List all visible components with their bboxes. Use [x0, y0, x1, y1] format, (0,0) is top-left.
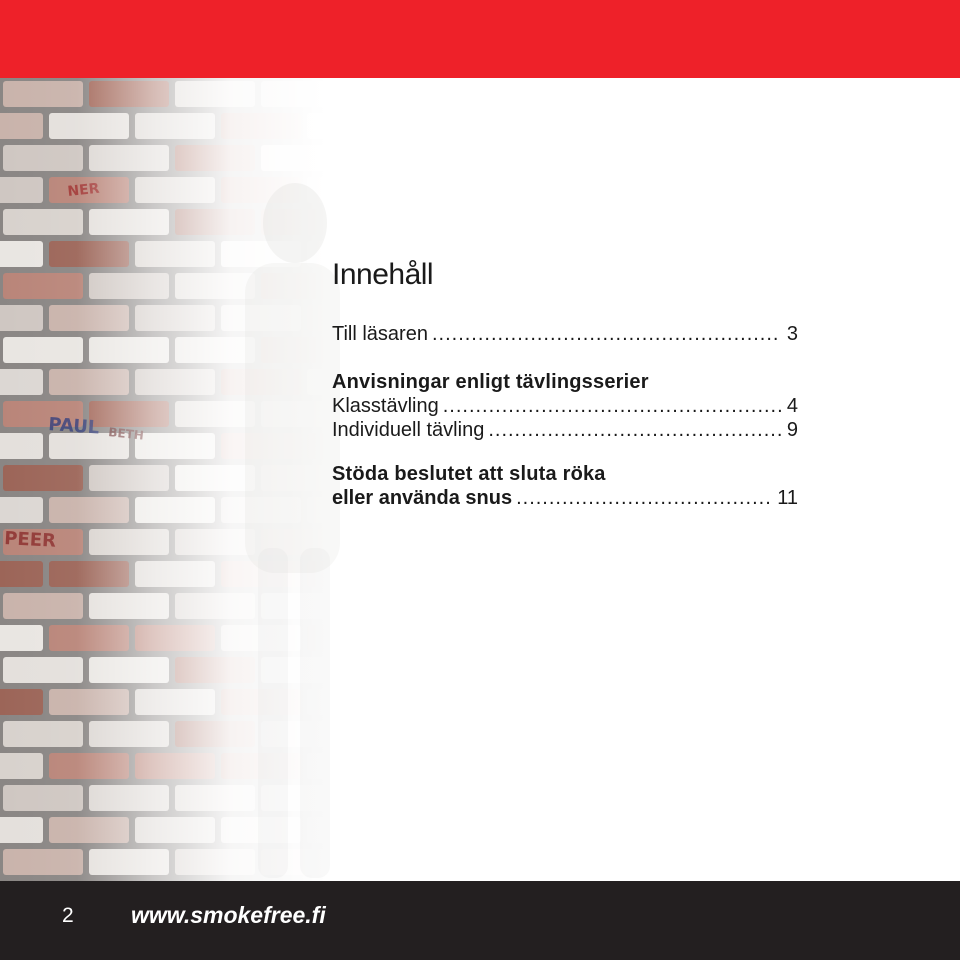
toc-section-heading: Anvisningar enligt tävlingsserier [332, 371, 649, 393]
toc-section-heading: Stöda beslutet att sluta röka [332, 463, 606, 485]
toc-entry-sluta-roka[interactable] [332, 486, 798, 510]
leader-dots [443, 394, 781, 418]
leader-dots [516, 486, 771, 510]
top-red-bar [0, 0, 960, 78]
toc-entry-page: 4 [786, 395, 798, 417]
toc-entry-klasstavling[interactable] [332, 394, 798, 418]
leader-dots [432, 322, 781, 346]
toc-title: Innehåll [332, 258, 434, 291]
page-number: 2 [62, 904, 74, 927]
toc-entry-label: eller använda snus [332, 487, 513, 509]
toc-entry-till-lasaren[interactable] [332, 322, 798, 346]
toc-entry-individuell-tavling[interactable] [332, 418, 798, 442]
toc-entry-label: Individuell tävling [332, 419, 485, 441]
toc-entry-page: 3 [786, 323, 798, 345]
footer-url-link[interactable]: www.smokefree.fi [131, 902, 326, 928]
toc-entry-page: 9 [786, 419, 798, 441]
toc-entry-page: 11 [777, 487, 798, 509]
toc-entry-label: Till läsaren [332, 323, 428, 345]
leader-dots [488, 418, 781, 442]
toc-entry-label: Klasstävling [332, 395, 439, 417]
